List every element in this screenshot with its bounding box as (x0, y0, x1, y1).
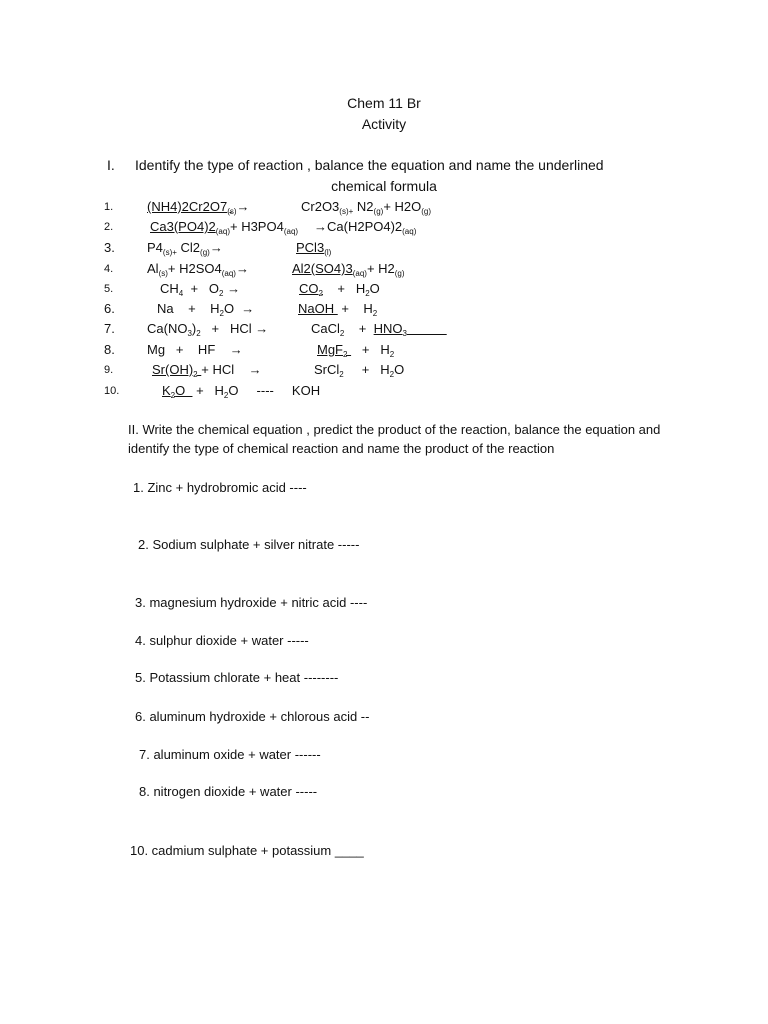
equation-1-reactant: $(NH4)2Cr2O7_{(s)}\to$ (147, 199, 250, 216)
equation-9-products: SrCl$_2$ + $H_2O$ (314, 362, 405, 379)
part2-item: 7. aluminum oxide + water ------ (139, 747, 321, 762)
part2-instruction: II. Write the chemical equation , predict the product of the reaction, balance the equation and identify the type of chemical reaction and name the product of the reaction (128, 422, 661, 456)
item-number: 1. (104, 201, 114, 213)
equation-5-products: $CO_2$ + $H_2O$ (299, 281, 380, 298)
equation-6-reactants: Na + $H_2O$ → (157, 301, 255, 318)
equation-3-reactants: $P4_{(s)+}$ $Cl2_{(g)}\to$ (147, 240, 223, 257)
part2-item: 3. magnesium hydroxide + nitric acid ---- (135, 595, 368, 610)
equation-8-reactants: Mg + HF → (147, 342, 243, 357)
document-subtitle: Activity (361, 116, 407, 132)
item-number: 8. (104, 342, 115, 357)
item-number: 7. (104, 321, 115, 336)
equation-3-product: $PCl3_{(l)}$ (296, 240, 332, 257)
part1-instruction-line2: chemical formula (331, 178, 437, 194)
document-title: Chem 11 Br (347, 95, 421, 111)
part2-item: 8. nitrogen dioxide + water ----- (139, 784, 318, 799)
equation-6-products: NaOH + $H_2$ (298, 301, 378, 318)
equation-10-reactants: $K_2O + H_2O$ ---- KOH (162, 383, 321, 400)
part1-roman-numeral: I. (107, 157, 115, 173)
item-number: 6. (104, 301, 115, 316)
equation-2-product: $\to Ca(H2PO4)2_{(aq)}$ (314, 219, 417, 236)
part2-item: 10. cadmium sulphate + potassium ____ (130, 843, 364, 858)
part2-item: 5. Potassium chlorate + heat -------- (135, 670, 339, 685)
item-number: 4. (104, 263, 114, 275)
equation-5-reactants: $CH_4 + O_2$ → (160, 281, 241, 298)
equation-7-products: CaCl$_2$ + $HNO_3$ (311, 321, 407, 338)
part1-instruction-line1: Identify the type of reaction , balance the equation and name the underlined (135, 157, 604, 173)
part2-item: 1. Zinc + hydrobromic acid ---- (133, 480, 307, 495)
equation-4-products: $Al2(SO4)3_{(aq)}+ H2_{(g)}$ (292, 261, 405, 278)
equation-8-products: MgF$_2$ + $H_2$ (317, 342, 395, 359)
equation-2-reactants: $Ca3(PO4)2_{(aq)}+ H3PO4_{(aq)}$ (150, 219, 299, 236)
equation-4-reactants: $Al_{(s)}+ H2SO4_{(aq)}\to$ (147, 261, 249, 278)
item-number: 2. (104, 221, 114, 233)
item-number: 9. (104, 364, 114, 376)
part2-item: 2. Sodium sulphate + silver nitrate ----- (138, 537, 360, 552)
item-number: 3. (104, 240, 115, 255)
item-number: 5. (104, 283, 114, 295)
equation-9-reactants: $Sr(OH)_2$ + HCl → (152, 362, 262, 379)
part2-item: 4. sulphur dioxide + water ----- (135, 633, 309, 648)
equation-1-products: $Cr2O3_{(s)+}$ $N2_{(g)}+ H2O_{(g)}$ (301, 199, 432, 216)
item-number: 10. (104, 385, 120, 397)
part2-item: 6. aluminum hydroxide + chlorous acid -- (135, 709, 370, 724)
equation-7-reactants: $Ca(NO_3)_2$ + HCl → (147, 321, 269, 338)
